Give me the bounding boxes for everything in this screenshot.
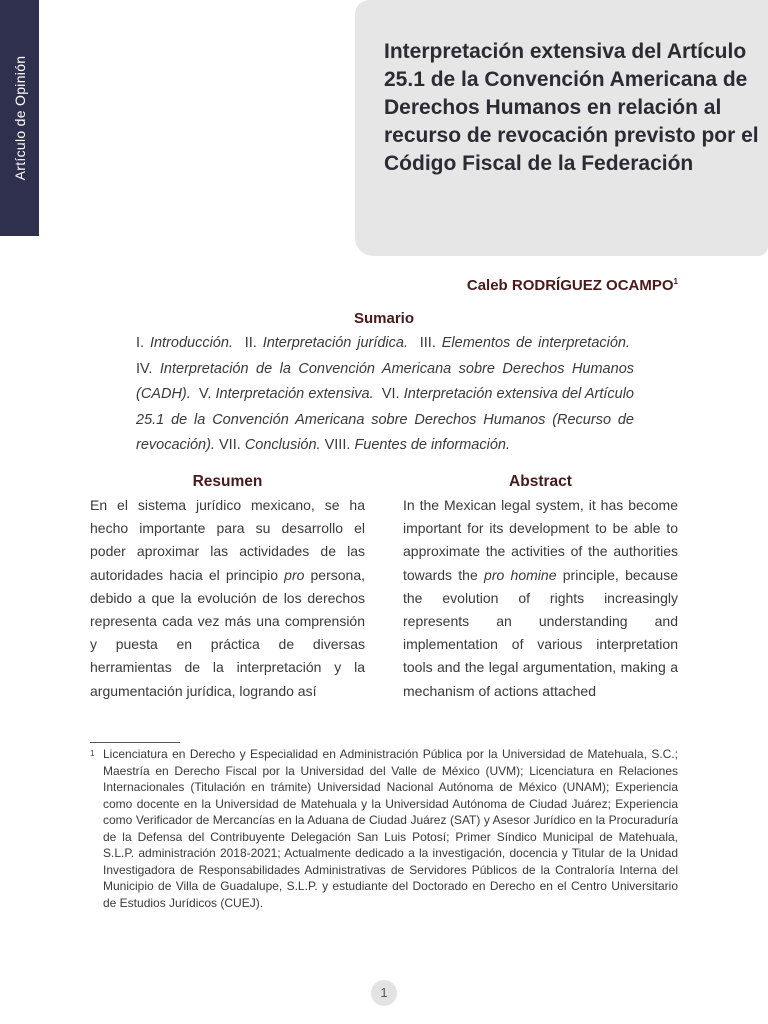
title-box — [355, 0, 768, 256]
resumen-text — [90, 494, 365, 703]
sumario-num: V. — [199, 386, 212, 402]
abstract-text-part: principle, because the evolution of rights increasingly represents an understanding and implementation of various interpretation tools and the legal argumentation, making a mechanism of actions attached — [403, 566, 678, 699]
author-name: Caleb RODRÍGUEZ OCAMPO — [466, 277, 674, 294]
sumario-num: II. — [244, 335, 257, 351]
page-number: 1 — [371, 980, 397, 1006]
sumario-num: III. — [419, 335, 436, 351]
resumen-text-part: persona, debido a que la evolución de los derechos representa cada vez más una comprensión y puesta en práctica de diversas herramientas de la interpretación y la argumentación jurídica, logrando así — [90, 566, 365, 699]
sumario-item: Conclusión. — [244, 437, 321, 453]
sumario-item: Elementos de interpretación. — [441, 335, 631, 351]
sumario-list — [136, 331, 634, 459]
sumario-item: Interpretación jurídica. — [262, 335, 408, 351]
sumario-item: Interpretación de la Convención Americana sobre Derechos Humanos (CADH). — [136, 360, 635, 402]
section-tab-label: Artículo de Opinión — [11, 55, 28, 181]
author-footnote-mark[interactable]: 1 — [673, 277, 678, 286]
sumario-num: VIII. — [324, 437, 351, 453]
footnote — [90, 746, 678, 911]
footnote-divider — [90, 742, 180, 743]
resumen-heading: Resumen — [192, 473, 263, 490]
sumario-item: Interpretación extensiva del Artículo 25.1 de la Convención Americana sobre Derechos Humanos (Recurso de revocación). — [136, 386, 634, 453]
sumario-item: Interpretación extensiva. — [215, 386, 374, 402]
footnote-number: 1 — [90, 749, 95, 758]
resumen-text-italic: pro — [284, 566, 305, 583]
footnote-text: Licenciatura en Derecho y Especialidad en Administración Pública por la Universidad de Matehuala, S.C.; Maestría en Derecho Fiscal por la Universidad del Valle de México (UVM); Licenciatura en Relaciones Internacionales (Titulación en trámite) Universidad Nacional Autónoma de México (UNAM); Experiencia como docente en la Universidad de Matehuala y la Universidad Autónoma de Ciudad Juárez; Experiencia como Verificador de Mercancías en la Aduana de Ciudad Juárez (SAT) y Asesor Jurídico en la Procuraduría de la Defensa del Contribuyente Delegación San Luis Potosí; Primer Síndico Municipal de Matehuala, S.L.P. administración 2018-2021; Actualmente dedicado a la investigación, docencia y Titular de la Unidad Investigadora de Responsabilidades Administrativas de Servidores Públicos de la Contraloría Interna del Municipio de Villa de Guadalupe, S.L.P. y estudiante del Doctorado en Derecho en el Centro Universitario de Estudios Jurídicos (CUEJ). — [103, 747, 678, 910]
abstract-text-italic: pro homine — [484, 566, 557, 583]
sumario-item: Fuentes de información. — [354, 437, 510, 453]
abstract-text-part: In the Mexican legal system, it has become important for its development to be able to approximate the activities of the authorities towards the — [403, 497, 678, 583]
author-line — [467, 277, 678, 294]
resumen-text-part: En el sistema jurídico mexicano, se ha hecho importante para su desarrollo el poder aproximar las actividades de las autoridades hacia el principio — [90, 497, 365, 583]
section-tab — [0, 0, 39, 236]
sumario-num: VI. — [381, 386, 400, 402]
article-title: Interpretación extensiva del Artículo 25.1 de la Convención Americana de Derechos Humanos en relación al recurso de revocación previsto por el Código Fiscal de la Federación — [384, 40, 759, 175]
sumario-num: IV. — [136, 360, 153, 377]
abstract-heading: Abstract — [509, 473, 572, 490]
sumario-num: VII. — [219, 437, 241, 453]
abstract-text — [403, 494, 678, 703]
sumario-item: Introducción. — [149, 335, 233, 351]
sumario-num: I. — [136, 335, 145, 351]
sumario-heading: Sumario — [353, 310, 414, 327]
